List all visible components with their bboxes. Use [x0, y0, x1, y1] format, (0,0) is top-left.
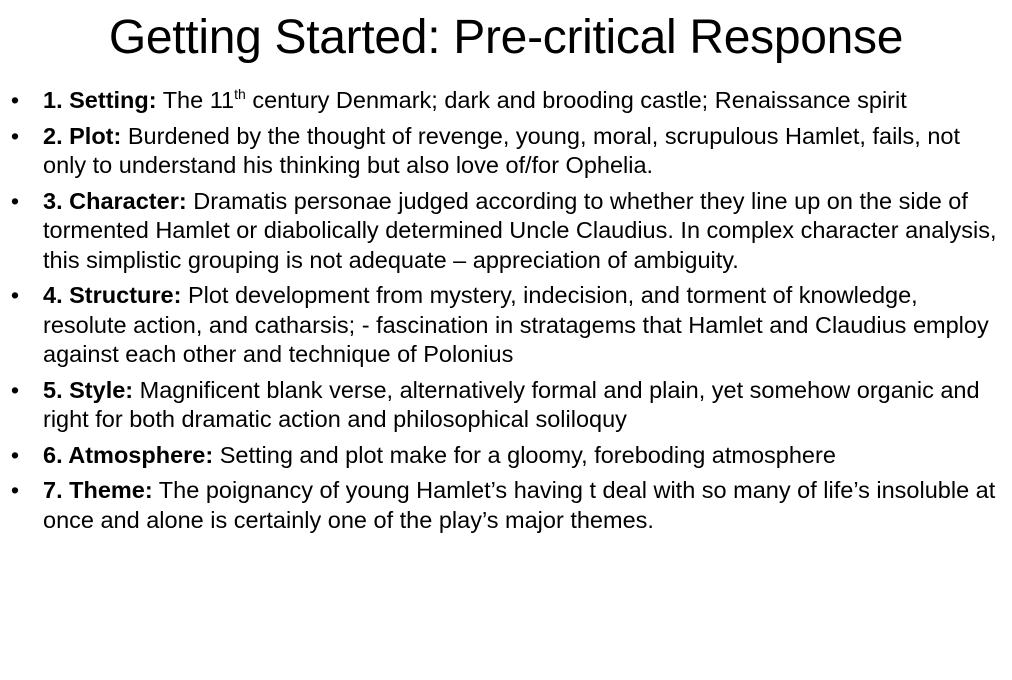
bullet-item-plot: [0, 122, 1012, 181]
item-text: The poignancy of young Hamlet’s having t deal with so many of life’s insoluble at once and alone is certainly one of the play’s major themes.: [43, 477, 996, 533]
bullet-list: [0, 86, 1012, 541]
bullet-item-theme: [0, 476, 1012, 535]
bullet-icon: •: [10, 477, 20, 503]
item-heading: 5. Style:: [43, 376, 134, 403]
slide-title: Getting Started: Pre-critical Response: [108, 11, 904, 64]
item-text: Burdened by the thought of revenge, young, moral, scrupulous Hamlet, fails, not only to understand his thinking but also love of/for Ophelia.: [43, 122, 960, 178]
bullet-icon: •: [10, 441, 20, 468]
bullet-icon: •: [10, 122, 20, 149]
item-text-before: The 11: [156, 87, 235, 113]
item-heading: 7. Theme:: [43, 477, 153, 503]
item-heading: 1. Setting:: [43, 87, 157, 113]
item-superscript: th: [234, 86, 246, 102]
bullet-item-setting: [0, 86, 1012, 116]
item-heading: 6. Atmosphere:: [43, 441, 214, 468]
item-text: Magnificent blank verse, alternatively formal and plain, yet somehow organic and right for both dramatic action and philosophical soliloquy: [43, 376, 980, 432]
item-heading: 2. Plot:: [43, 122, 122, 149]
bullet-icon: •: [10, 87, 20, 113]
bullet-item-atmosphere: [0, 441, 1012, 471]
bullet-icon: •: [10, 187, 20, 214]
item-text: Dramatis personae judged according to whether they line up on the side of tormented Hamlet or diabolically determined Uncle Claudius. In complex character analysis, this simplistic grouping is not adequate – appreciation of ambiguity.: [43, 187, 997, 273]
item-text: century Denmark; dark and brooding castle; Renaissance spirit: [245, 87, 907, 113]
bullet-item-style: [0, 376, 1012, 435]
item-text: Plot development from mystery, indecision, and torment of knowledge, resolute action, and catharsis; - fascination in stratagems that Hamlet and Claudius employ against each other and technique of Polonius: [43, 282, 989, 367]
item-heading: 4. Structure:: [43, 282, 182, 308]
bullet-icon: •: [10, 282, 20, 308]
bullet-icon: •: [10, 376, 20, 403]
bullet-item-structure: [0, 281, 1012, 370]
item-heading: 3. Character:: [43, 187, 187, 214]
item-text: Setting and plot make for a gloomy, foreboding atmosphere: [213, 441, 836, 468]
bullet-item-character: [0, 187, 1012, 276]
